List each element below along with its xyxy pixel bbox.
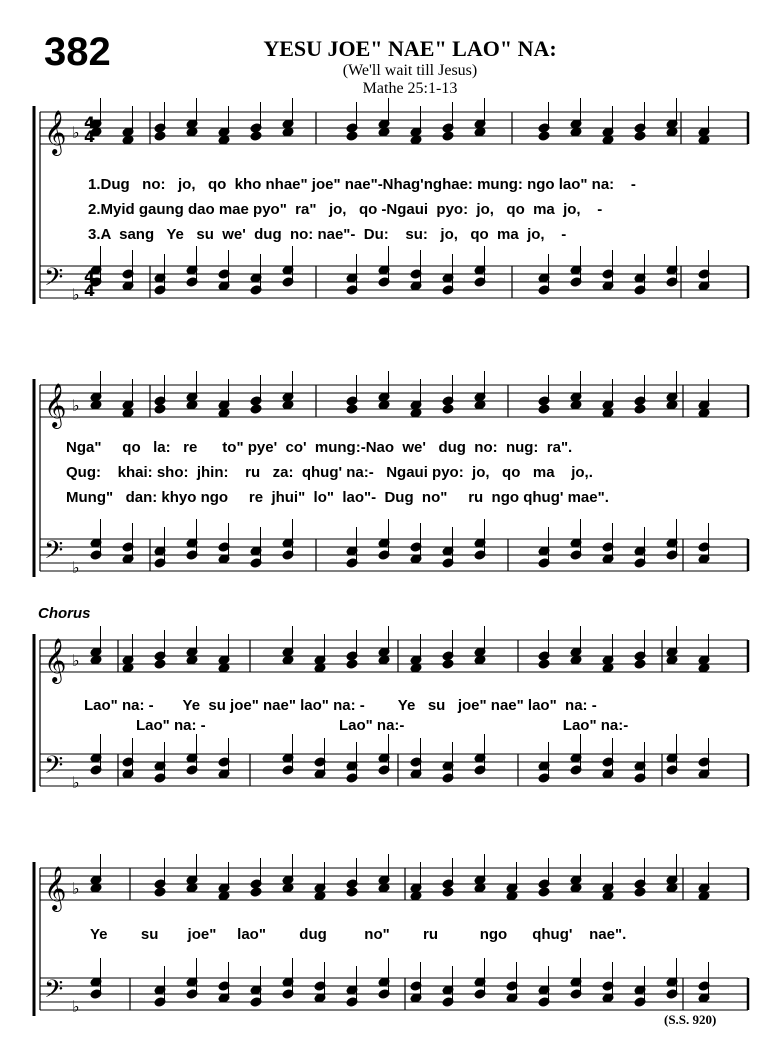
- treble-note-head: [250, 131, 262, 141]
- flat-icon: ♭: [72, 997, 80, 1016]
- treble-note-head: [346, 887, 358, 897]
- clef-icon: 𝄢: [44, 751, 64, 786]
- time-signature: 4: [84, 267, 96, 286]
- treble-note-head: [634, 887, 646, 897]
- verse-1-line-1: 1.Dug no: jo, qo kho nhae" joe" nae"-Nhag'nghae: mung: ngo lao" na: -: [88, 176, 636, 193]
- treble-note-head: [634, 131, 646, 141]
- hymn-number: 382: [44, 30, 111, 74]
- time-signature: 4: [84, 281, 96, 300]
- clef-icon: 𝄞: [44, 638, 67, 682]
- treble-note-head: [346, 131, 358, 141]
- treble-note-head: [346, 659, 358, 669]
- clef-icon: 𝄢: [44, 536, 64, 571]
- flat-icon: ♭: [72, 773, 80, 792]
- treble-note-head: [634, 404, 646, 414]
- treble-note-head: [346, 404, 358, 414]
- clef-icon: 𝄞: [44, 110, 67, 154]
- time-signature: 4: [84, 127, 96, 146]
- treble-note-head: [250, 887, 262, 897]
- clef-icon: 𝄞: [44, 383, 67, 427]
- chorus-line-2: Lao" na: - Lao" na:- Lao" na:-: [136, 717, 629, 734]
- verse-3-line-1: 3.A sang Ye su we' dug no: nae"- Du: su: jo, qo ma jo, -: [88, 226, 567, 243]
- treble-note-head: [154, 404, 166, 414]
- treble-note-head: [538, 887, 550, 897]
- clef-icon: 𝄞: [44, 866, 67, 910]
- source-reference: (S.S. 920): [664, 1012, 717, 1027]
- treble-note-head: [154, 131, 166, 141]
- chorus-line-1: Lao" na: - Ye su joe" nae" lao" na: - Ye su joe" nae" lao" na: -: [84, 697, 597, 714]
- treble-note-head: [442, 659, 454, 669]
- treble-note-head: [538, 404, 550, 414]
- flat-icon: ♭: [72, 558, 80, 577]
- treble-note-head: [442, 131, 454, 141]
- verse-3-line-2: Mung" dan: khyo ngo re jhui" lo" lao"- Dug no" ru ngo qhug' mae".: [66, 489, 609, 506]
- treble-note-head: [634, 659, 646, 669]
- hymn-title: YESU JOE" NAE" LAO" NA:: [263, 36, 557, 61]
- clef-icon: 𝄢: [44, 263, 64, 298]
- treble-note-head: [154, 887, 166, 897]
- clef-icon: 𝄢: [44, 975, 64, 1010]
- verse-2-line-2: Qug: khai: sho: jhin: ru za: qhug' na:- Ngaui pyo: jo, qo ma jo,.: [66, 464, 593, 481]
- treble-note-head: [538, 659, 550, 669]
- treble-note-head: [250, 404, 262, 414]
- chorus-label: Chorus: [38, 605, 91, 622]
- treble-note-head: [538, 131, 550, 141]
- treble-note-head: [442, 404, 454, 414]
- flat-icon: ♭: [72, 651, 80, 670]
- treble-note-head: [154, 659, 166, 669]
- hymn-subtitle: (We'll wait till Jesus): [342, 62, 478, 79]
- chorus-line-3: Ye su joe" lao" dug no" ru ngo qhug' nae".: [90, 926, 627, 943]
- time-signature: 4: [84, 113, 96, 132]
- flat-icon: ♭: [72, 396, 80, 415]
- scripture-reference: Mathe 25:1-13: [362, 80, 458, 97]
- flat-icon: ♭: [72, 123, 80, 142]
- treble-note-head: [442, 887, 454, 897]
- flat-icon: ♭: [72, 285, 80, 304]
- flat-icon: ♭: [72, 879, 80, 898]
- verse-1-line-2: Nga" qo la: re to" pye' co' mung:-Nao we' dug no: nug: ra".: [66, 439, 573, 456]
- verse-2-line-1: 2.Myid gaung dao mae pyo" ra" jo, qo -Ngaui pyo: jo, qo ma jo, -: [88, 201, 603, 218]
